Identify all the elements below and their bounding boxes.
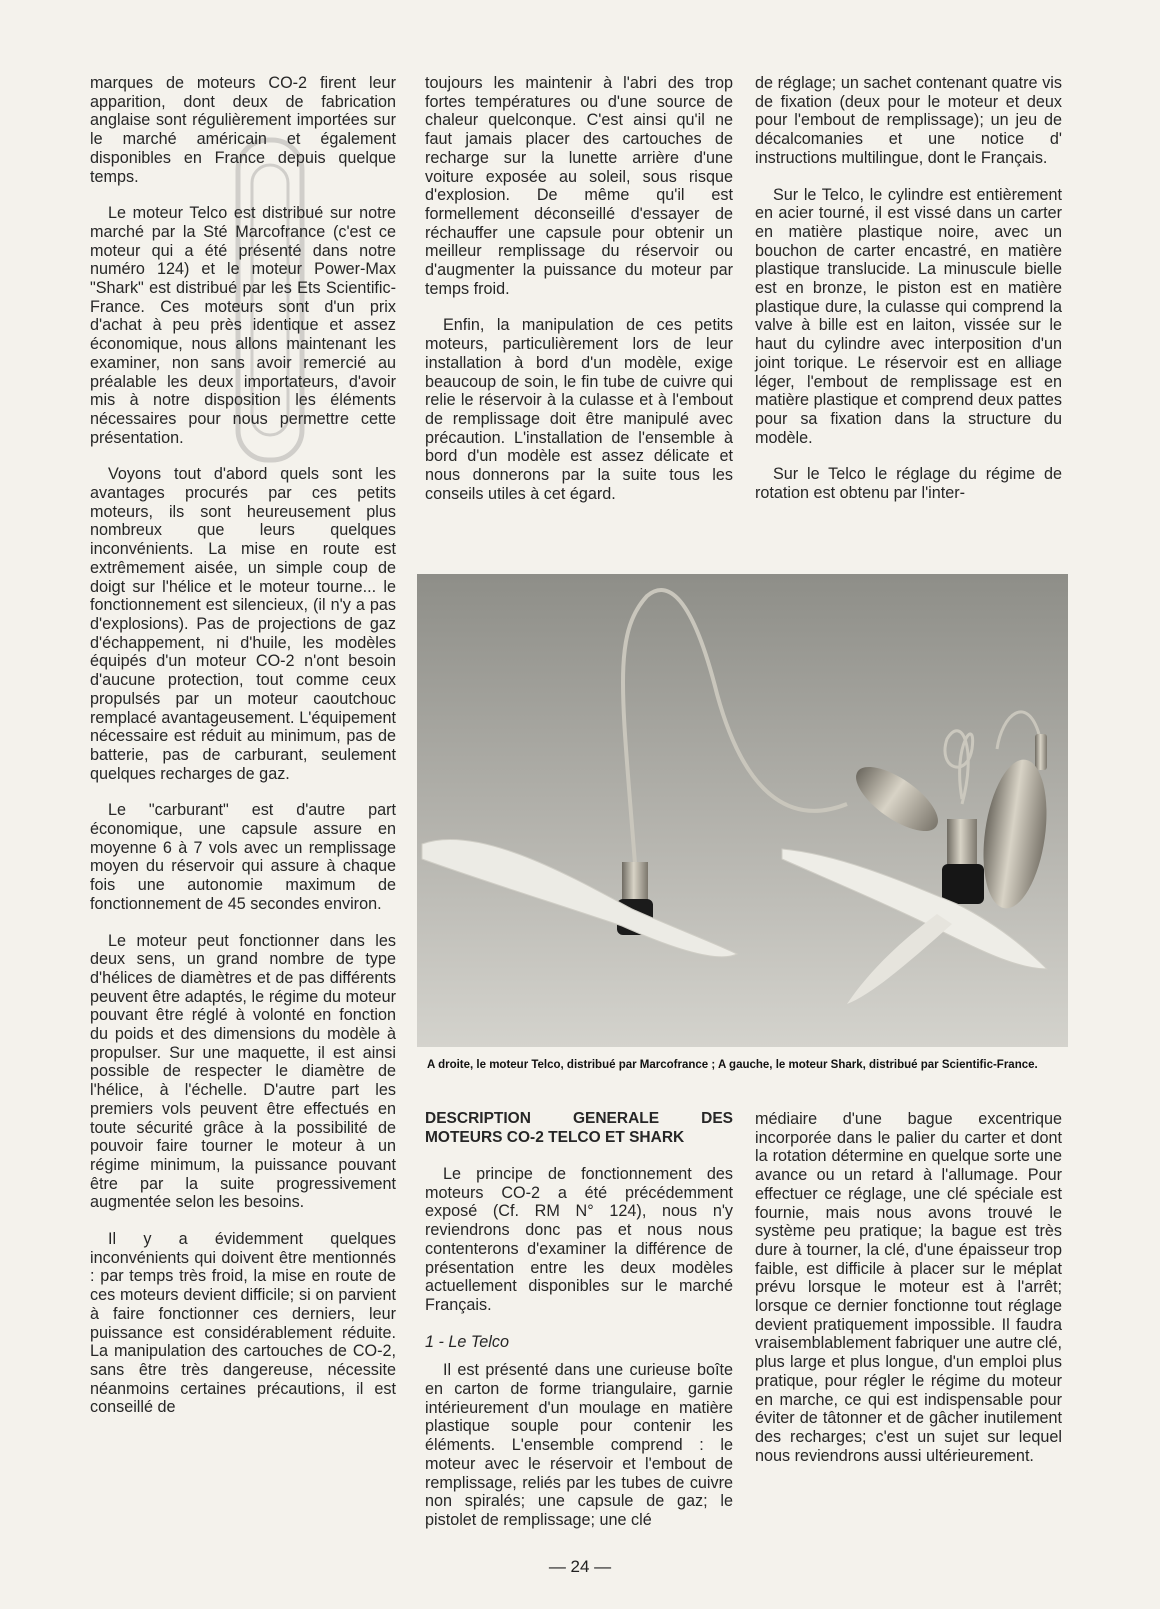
article-column-2	[425, 74, 733, 521]
paragraph: Il est présenté dans une curieuse boîte en carton de forme triangulaire, garnie intérieurement d'un moulage en matière plastique souple pour contenir les éléments. L'ensemble comprend : le moteur avec le réservoir et l'embout de remplissage, reliés par les tubes de cuivre non spiralés; une capsule de gaz; le pistolet de remplissage; une clé	[425, 1361, 733, 1529]
paragraph: toujours les maintenir à l'abri des trop fortes températures ou d'une source de chaleur quelconque. C'est ainsi qu'il ne faut jamais placer des cartouches de recharge sur la lunette arrière d'une voiture exposée au soleil, sous risque d'explosion. De même qu'il est formellement déconseillé d'essayer de réchauffer une capsule pour obtenir un meilleur remplissage du réservoir ou d'augmenter la puissance du moteur par temps froid.	[425, 74, 733, 298]
photo-caption: A droite, le moteur Telco, distribué par Marcofrance ; A gauche, le moteur Shark, distribué par Scientific-France.	[427, 1059, 1038, 1071]
article-column-1	[90, 74, 396, 1435]
paragraph: Il y a évidemment quelques inconvénients qui doivent être mentionnés : par temps très froid, la mise en route de ces moteurs devient difficile; si on parvient à faire fonctionner ces derniers, leur puissance est considérablement réduite. La manipulation des cartouches de CO-2, sans être très dangereuse, nécessite néanmoins certaines précautions, il est conseillé de	[90, 1230, 396, 1417]
article-column-3-lower	[755, 1110, 1062, 1483]
subheading: 1 - Le Telco	[425, 1332, 509, 1351]
left-cylinder	[622, 862, 648, 902]
right-fill-nipple	[1035, 734, 1047, 770]
paragraph: marques de moteurs CO-2 firent leur apparition, dont deux de fabrication anglaise sont régulièrement importées sur le marché américain et également disponibles en France depuis quelque temps.	[90, 74, 396, 186]
paragraph: Le principe de fonctionnement des moteurs CO-2 a été précédemment exposé (Cf. RM N° 124), nous n'y reviendrons donc pas et nous nous contenterons d'examiner la différence de présentation entre les deux modèles actuellement disponibles sur le marché Français.	[425, 1165, 733, 1314]
paragraph: médiaire d'une bague excentrique incorporée dans le palier du carter et dont la rotation détermine en quelque sorte une avance ou un retard à l'allumage. Pour effectuer ce réglage, une clé spéciale est fournie, mais nous avons trouvé le système peu pratique; la bague est très dure à tourner, la clé, d'une épaisseur trop faible, est difficile à placer sur le méplat prévu lorsque le moteur est à l'arrêt; lorsque ce dernier fonctionne tout réglage devient pratiquement impossible. Il faudra vraisemblablement fabriquer une autre clé, plus large et plus longue, d'un emploi plus pratique, pour régler le régime du moteur en marche, ce qui est indispensable pour éviter de tâtonner et de gâcher inutilement des recharges; c'est un sujet sur lequel nous reviendrons aussi ultérieurement.	[755, 1110, 1062, 1465]
motors-photo	[417, 574, 1068, 1047]
paragraph: de réglage; un sachet contenant quatre vis de fixation (deux pour le moteur et deux pour l'embout de remplissage); un jeu de décalcomanies et une notice d' instructions multilingue, dont le Français.	[755, 74, 1062, 167]
page-number: — 24 —	[548, 1557, 612, 1576]
paragraph: Le "carburant" est d'autre part économique, une capsule assure en moyenne 6 à 7 vols avec un remplissage moyen du réservoir qui assure à chaque fois une autonomie maximum de fonctionnement de 45 secondes environ.	[90, 801, 396, 913]
right-cylinder	[947, 819, 977, 864]
paragraph: Le moteur Telco est distribué sur notre marché par la Sté Marcofrance (c'est ce moteur qui a été présenté dans notre numéro 124) et le moteur Power-Max "Shark" est distribué par les Ets Scientific-France. Ces moteurs sont d'un prix d'achat à peu près identique et assez économique, nous allons maintenant les examiner, non sans avoir remercié au préalable les deux importateurs, d'avoir mis à notre disposition les éléments nécessaires pour nous permettre cette présentation.	[90, 204, 396, 447]
right-crankcase	[942, 864, 984, 904]
article-column-3	[755, 74, 1062, 521]
paragraph: Sur le Telco, le cylindre est entièrement en acier tourné, il est vissé dans un carter en matière plastique noire, avec un bouchon de carter encastré, en matière plastique translucide. La minuscule bielle est en bronze, le piston est en matière plastique dure, la culasse qui comprend la valve à bille est en laiton, vissée sur le haut du cylindre avec interposition d'un joint torique. Le réservoir est en alliage léger, l'embout de remplissage est en matière plastique et comprend deux pattes pour sa fixation dans la structure du modèle.	[755, 185, 1062, 447]
paragraph: Enfin, la manipulation de ces petits moteurs, particulièrement lors de leur installation à bord d'un modèle, exige beaucoup de soin, le fin tube de cuivre qui relie le réservoir à la culasse et à l'embout de remplissage doit être manipulé avec précaution. L'installation de l'ensemble à bord d'un modèle est assez délicate et nous donnerons par la suite tous les conseils utiles à cet égard.	[425, 316, 733, 503]
paragraph: Le moteur peut fonctionner dans les deux sens, un grand nombre de type d'hélices de diamètres et de pas différents peuvent être adaptés, le régime du moteur pouvant être réglé à volonté en fonction du poids et des dimensions du modèle à propulser. Sur une maquette, il est ainsi possible de respecter le diamètre de l'hélice, à l'échelle. D'autre part les premiers vols peuvent être effectués en toute sécurité grâce à la possibilité de pouvoir faire tourner le moteur à un régime minimum, la puissance pouvant être par la suite progressivement augmentée selon les besoins.	[90, 931, 396, 1212]
article-column-2-lower	[425, 1110, 733, 1548]
paragraph: Sur le Telco le réglage du régime de rotation est obtenu par l'inter-	[755, 465, 1062, 503]
section-heading: DESCRIPTION GENERALE DES MOTEURS CO-2 TELCO ET SHARK	[425, 1110, 733, 1146]
paragraph: Voyons tout d'abord quels sont les avantages procurés par ces petits moteurs, ils sont heureusement plus nombreux que leurs quelques inconvénients. La mise en route est extrêmement aisée, un simple coup de doigt sur l'hélice et le moteur tourne... le fonctionnement est silencieux, (il n'y a pas d'explosions). Pas de projections de gaz d'échappement, ni d'huile, les modèles équipés d'un moteur CO-2 n'ont besoin d'aucune protection, tout comme ceux propulsés par un moteur caoutchouc remplacé avantageusement. L'équipement nécessaire est réduit au minimum, pas de batterie, pas de carburant, seulement quelques recharges de gaz.	[90, 465, 396, 783]
